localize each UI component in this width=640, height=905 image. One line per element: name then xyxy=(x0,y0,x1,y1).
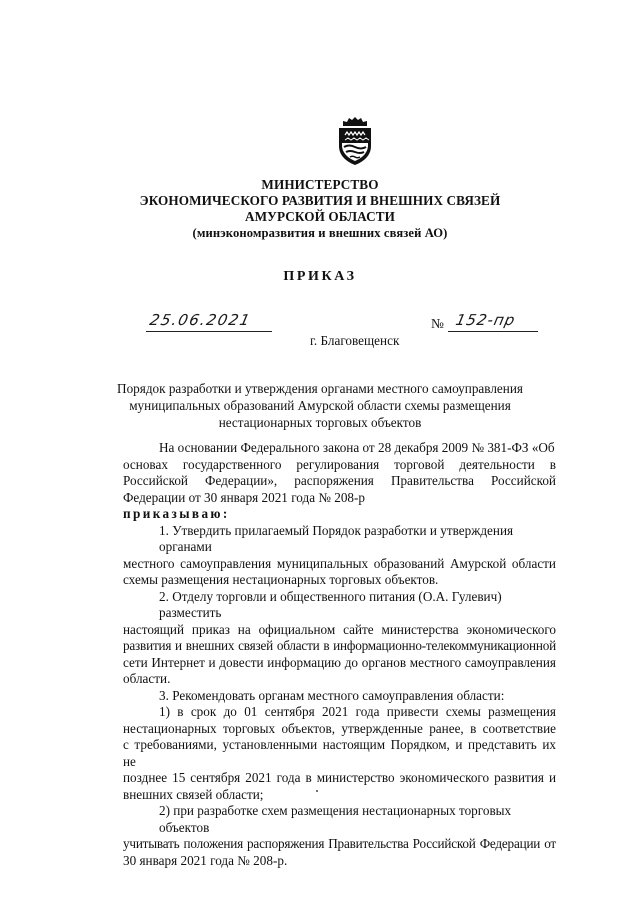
paragraph-1-line: местного самоуправления муниципальных образований Амурской области xyxy=(123,555,556,571)
order-word: приказываю: xyxy=(123,506,230,521)
paragraph-3-1-line: внешних связей области; xyxy=(123,786,264,802)
paragraph-3: 3. Рекомендовать органам местного самоуправления области: xyxy=(159,687,505,703)
paragraph-2-line: настоящий приказ на официальном сайте министерства экономического xyxy=(123,621,556,637)
paragraph-3-1-line: нестационарных торговых объектов, утвержденные ранее, в соответствие xyxy=(123,720,556,736)
preamble-line: Федерации от 30 января 2021 года № 208-р xyxy=(123,489,365,505)
org-line-2: ЭКОНОМИЧЕСКОГО РАЗВИТИЯ И ВНЕШНИХ СВЯЗЕЙ xyxy=(139,193,501,208)
preamble-line: основах государственного регулирования торговой деятельности в xyxy=(123,456,556,472)
city: г. Благовещенск xyxy=(310,333,400,348)
org-abbreviation: (минэкономразвития и внешних связей АО) xyxy=(192,226,448,240)
paragraph-2-line: сети Интернет и довести информацию до органов местного самоуправления xyxy=(123,654,556,670)
org-line-3: АМУРСКОЙ ОБЛАСТИ xyxy=(245,209,395,224)
document-type: ПРИКАЗ xyxy=(283,269,357,284)
paragraph-3-1-line: с требованиями, установленными настоящим Порядком, и представить их не xyxy=(123,737,556,769)
number-underline xyxy=(448,331,538,332)
paragraph-3-1-line: позднее 15 сентября 2021 года в министерство экономического развития и xyxy=(123,770,556,785)
paragraph-2-line: области. xyxy=(123,671,171,686)
paragraph-3-2-line: 2) при разработке схем размещения нестационарных торговых объектов xyxy=(159,803,512,835)
paragraph-3-1-line: 1) в срок до 01 сентября 2021 года привести схемы размещения xyxy=(159,704,556,719)
document-subject xyxy=(0,380,640,431)
number-label: № xyxy=(431,316,444,331)
paragraph-2-line: развития и внешних связей области в информационно-телекоммуникационной xyxy=(123,638,556,653)
handwritten-number: 152-пр xyxy=(454,311,518,329)
org-line-1: МИНИСТЕРСТВО xyxy=(261,177,379,192)
subject-line: муниципальных образований Амурской области схемы размещения xyxy=(129,398,511,413)
organization-name xyxy=(0,177,640,241)
subject-line: Порядок разработки и утверждения органами местного самоуправления xyxy=(117,381,523,396)
amur-oblast-coat-of-arms-icon xyxy=(333,116,377,166)
document-body xyxy=(123,440,556,869)
date-underline xyxy=(146,331,272,332)
paragraph-3-2-line: учитывать положения распоряжения Правительства Российской Федерации от xyxy=(123,836,556,851)
preamble-line: На основании Федерального закона от 28 декабря 2009 № 381-ФЗ «Об xyxy=(159,440,555,455)
handwritten-date: 25.06.2021 xyxy=(148,311,253,329)
preamble-line: Российской Федерации», распоряжения Правительства Российской xyxy=(123,473,556,488)
subject-line: нестационарных торговых объектов xyxy=(218,415,422,430)
paragraph-1-line: 1. Утвердить прилагаемый Порядок разработки и утверждения органами xyxy=(159,522,514,554)
paragraph-1-line: схемы размещения нестационарных торговых объектов. xyxy=(123,572,439,587)
paragraph-2-line: 2. Отделу торговли и общественного питания (О.А. Гулевич) разместить xyxy=(159,588,502,620)
paragraph-3-2-line: 30 января 2021 года № 208-р. xyxy=(123,852,288,868)
scan-speck xyxy=(316,790,318,792)
